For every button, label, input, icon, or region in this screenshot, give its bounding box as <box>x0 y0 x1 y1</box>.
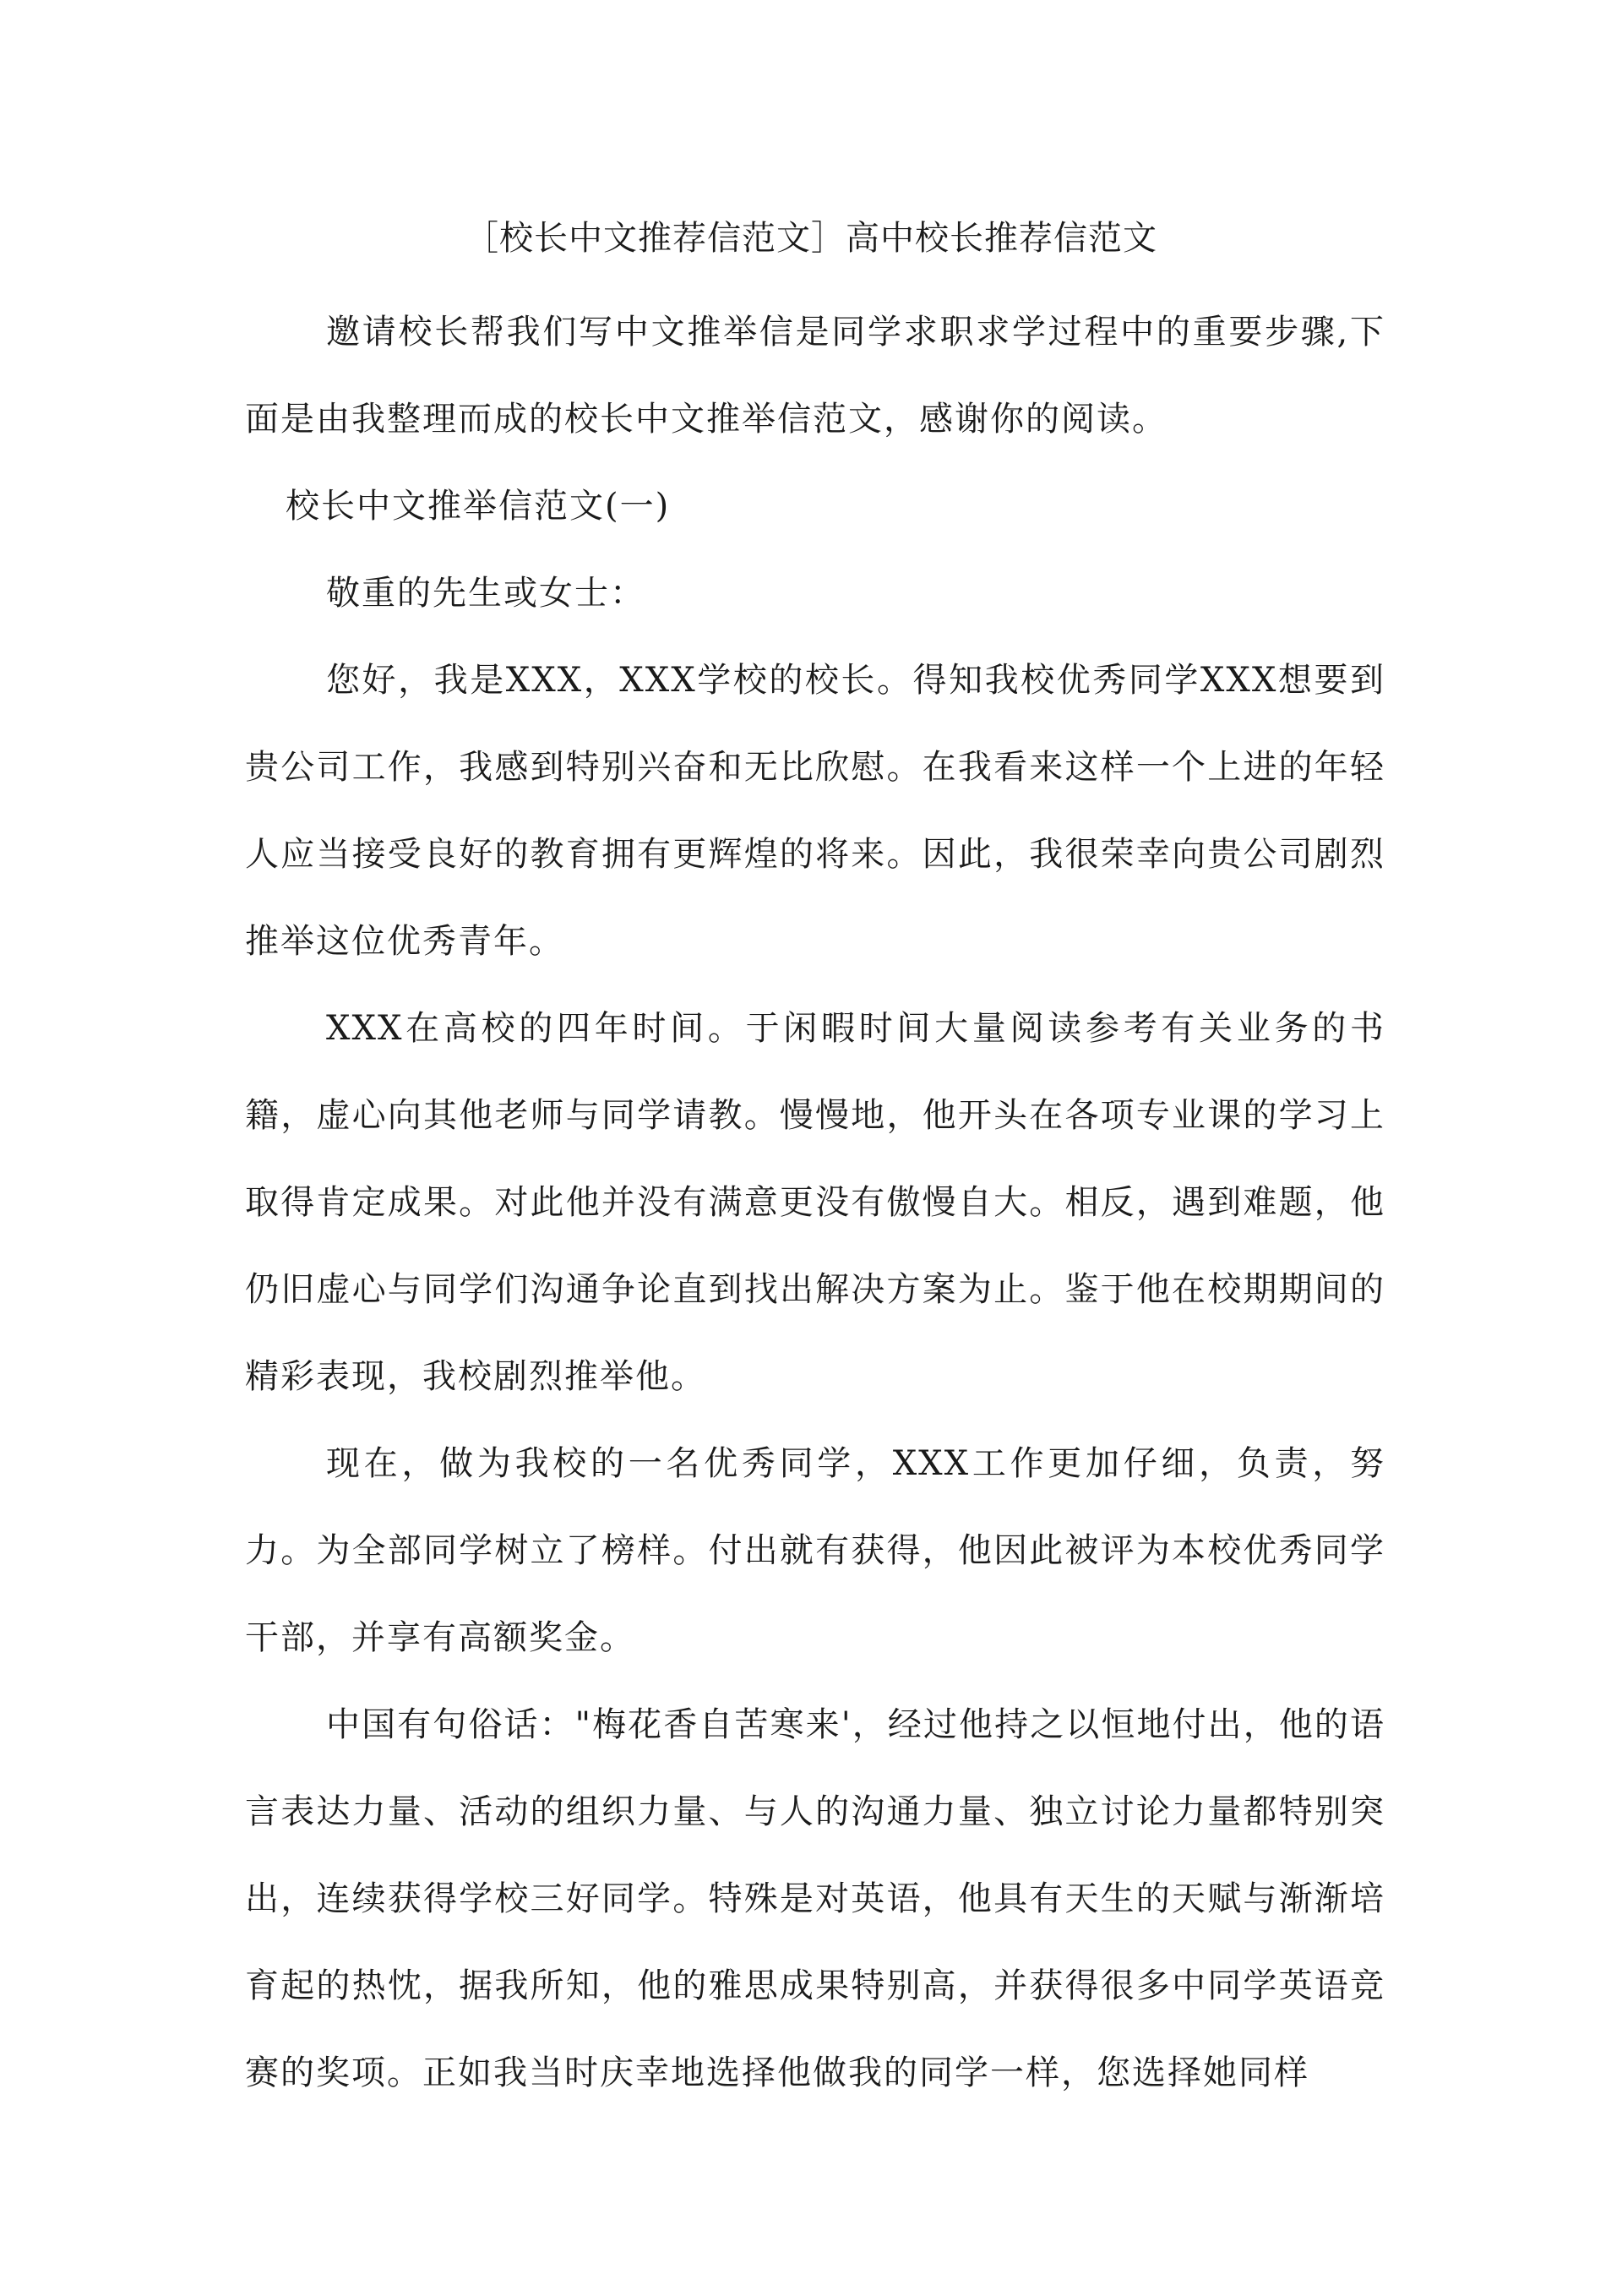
intro-paragraph: 邀请校长帮我们写中文推举信是同学求职求学过程中的重要步骤,下面是由我整理而成的校长中文推举信范文，感谢你的阅读。 <box>245 313 1385 439</box>
body-paragraph: 现在，做为我校的一名优秀同学，XXX工作更加仔细，负责，努力。为全部同学树立了榜样。付出就有获得，他因此被评为本校优秀同学干部，并享有高额奖金。 <box>245 1444 1385 1657</box>
body-paragraph: 您好，我是XXX，XXX学校的校长。得知我校优秀同学XXX想要到贵公司工作，我感到特别兴奋和无比欣慰。在我看来这样一个上进的年轻人应当接受良好的教育拥有更辉煌的将来。因此，我很荣幸向贵公司剧烈推举这位优秀青年。 <box>245 661 1385 961</box>
section-heading: 校长中文推举信范文(一) <box>286 487 671 526</box>
body-paragraph: XXX在高校的四年时间。于闲暇时间大量阅读参考有关业务的书籍，虚心向其他老师与同学请教。慢慢地，他开头在各项专业课的学习上取得肯定成果。对此他并没有满意更没有傲慢自大。相反，遇到难题，他仍旧虚心与同学们沟通争论直到找出解决方案为止。鉴于他在校期期间的精彩表现，我校剧烈推举他。 <box>245 1009 1385 1396</box>
document-body <box>245 289 1385 2117</box>
document-title: ［校长中文推荐信范文］高中校长推荐信范文 <box>465 219 1157 258</box>
salutation: 敬重的先生或女士： <box>326 574 645 613</box>
body-paragraph: 中国有句俗话："梅花香自苦寒来'，经过他持之以恒地付出，他的语言表达力量、活动的组织力量、与人的沟通力量、独立讨论力量都特别突出，连续获得学校三好同学。特殊是对英语，他具有天生的天赋与渐渐培育起的热忱，据我所知，他的雅思成果特别高，并获得很多中同学英语竞赛的奖项。正如我当时庆幸地选择他做我的同学一样，您选择她同样 <box>245 1705 1385 2092</box>
